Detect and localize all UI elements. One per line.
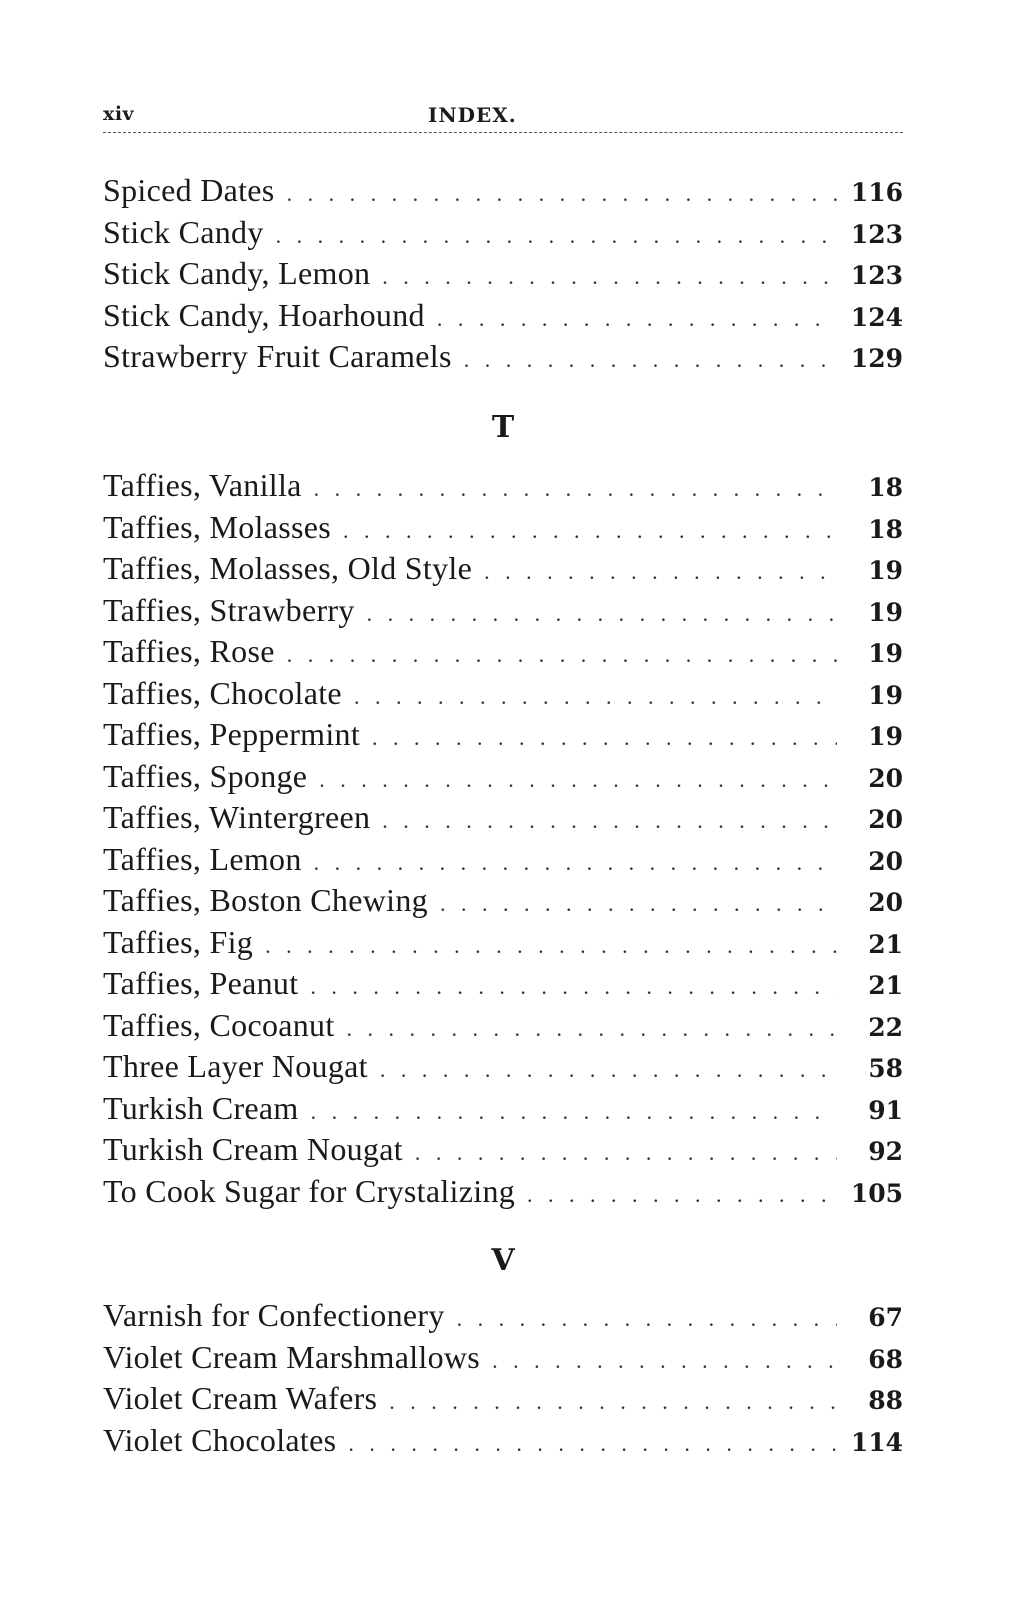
dot-leader [319,759,837,801]
entry-page-number: 19 [868,556,903,585]
dot-leader [343,510,837,552]
entry-name: Turkish Cream Nougat [103,1131,403,1167]
index-entry [103,714,903,756]
entry-page-number: 105 [850,1178,903,1208]
entry-page-number: 22 [868,1012,903,1042]
entry-page-number: 123 [850,261,903,290]
index-entry [103,170,903,212]
dot-leader [314,468,837,510]
entry-page-number: 116 [850,178,903,207]
index-entry [103,1046,903,1088]
index-entry [103,839,903,881]
entry-name: Varnish for Confectionery [103,1297,445,1333]
entry-name: Taffies, Fig [103,923,254,960]
entry-page-number: 58 [868,1054,903,1083]
index-entry [103,253,903,295]
entry-name: Turkish Cream [103,1089,299,1126]
index-entry [103,880,903,922]
index-entry [103,797,903,839]
dot-leader [314,842,837,884]
entry-page-number: 19 [868,597,903,627]
entry-name: Stick Candy, Lemon [103,255,371,291]
entry-name: Taffies, Molasses, Old Style [103,550,473,586]
dot-leader [389,1381,837,1423]
entry-name: Violet Cream Wafers [103,1380,378,1416]
entry-name: Taffies, Peppermint [103,716,361,752]
index-entry [103,590,903,632]
dot-leader [382,800,837,842]
dot-leader [287,634,837,676]
index-entry [103,295,903,337]
index-entry [103,1171,903,1213]
dot-leader [415,1132,837,1174]
entry-name: Taffies, Boston Chewing [103,882,428,918]
dot-leader [382,256,837,298]
entry-page-number: 20 [868,846,903,876]
entry-page-number: 20 [868,888,903,917]
index-entry [103,1378,903,1420]
dot-leader [287,173,837,215]
index-section-v [103,1295,903,1461]
entry-name: Strawberry Fruit Caramels [103,338,452,374]
dot-leader [310,966,837,1008]
index-entry [103,631,903,673]
index-entry [103,963,903,1005]
section-heading-t: T [491,410,515,445]
entry-page-number: 68 [868,1344,903,1374]
entry-page-number: 18 [868,514,903,544]
entry-name: Taffies, Lemon [103,840,302,877]
index-entry [103,1005,903,1047]
entry-page-number: 123 [850,219,903,249]
dot-leader [492,1340,837,1382]
entry-name: To Cook Sugar for Crystalizing [103,1172,516,1209]
running-head [103,103,903,133]
header-rule [103,132,903,133]
entry-name: Taffies, Vanilla [103,467,302,503]
entry-name: Taffies, Wintergreen [103,799,371,835]
dot-leader [437,298,837,340]
index-section-t [103,465,903,1212]
dot-leader [457,1298,837,1340]
index-entry [103,1295,903,1337]
entry-page-number: 20 [868,805,903,834]
entry-name: Taffies, Rose [103,633,275,669]
entry-name: Stick Candy, Hoarhound [103,296,425,333]
entry-page-number: 21 [868,971,903,1000]
dot-leader [464,339,837,381]
dot-leader [354,676,837,718]
entry-name: Taffies, Strawberry [103,591,355,628]
entry-page-number: 91 [868,1095,903,1125]
entry-page-number: 20 [868,763,903,793]
entry-page-number: 19 [868,680,903,710]
section-heading-v: V [491,1243,515,1278]
index-entry [103,673,903,715]
dot-leader [265,925,837,967]
entry-name: Taffies, Molasses [103,508,332,545]
entry-name: Stick Candy [103,213,264,250]
dot-leader [372,717,837,759]
index-entry [103,1420,903,1462]
index-entry [103,1129,903,1171]
index-entry [103,548,903,590]
dot-leader [347,1008,837,1050]
index-entry [103,465,903,507]
dot-leader [380,1049,837,1091]
index-entry [103,1088,903,1130]
entry-page-number: 21 [868,929,903,959]
entry-page-number: 19 [868,639,903,668]
index-entry [103,756,903,798]
entry-page-number: 92 [868,1137,903,1166]
index-entry [103,336,903,378]
entry-name: Taffies, Sponge [103,757,308,794]
entry-name: Violet Chocolates [103,1421,337,1458]
dot-leader [367,593,837,635]
running-title: INDEX. [428,103,517,127]
index-entry [103,507,903,549]
dot-leader [276,215,837,257]
index-entry [103,212,903,254]
index-entry [103,1337,903,1379]
dot-leader [348,1423,837,1465]
dot-leader [440,883,837,925]
entry-page-number: 129 [850,344,903,373]
dot-leader [484,551,837,593]
entry-page-number: 67 [868,1303,903,1332]
entry-name: Spiced Dates [103,172,275,208]
dot-leader [311,1091,837,1133]
entry-page-number: 114 [850,1427,903,1457]
entry-name: Taffies, Chocolate [103,674,342,711]
dot-leader [527,1174,837,1216]
page-number: xiv [103,103,135,125]
index-section-s [103,170,903,378]
index-entry [103,922,903,964]
entry-name: Taffies, Peanut [103,965,299,1001]
entry-name: Taffies, Cocoanut [103,1006,335,1043]
entry-page-number: 88 [868,1386,903,1415]
entry-name: Violet Cream Marshmallows [103,1338,481,1375]
entry-name: Three Layer Nougat [103,1048,368,1084]
entry-page-number: 19 [868,722,903,751]
entry-page-number: 18 [868,473,903,502]
entry-page-number: 124 [850,302,903,332]
